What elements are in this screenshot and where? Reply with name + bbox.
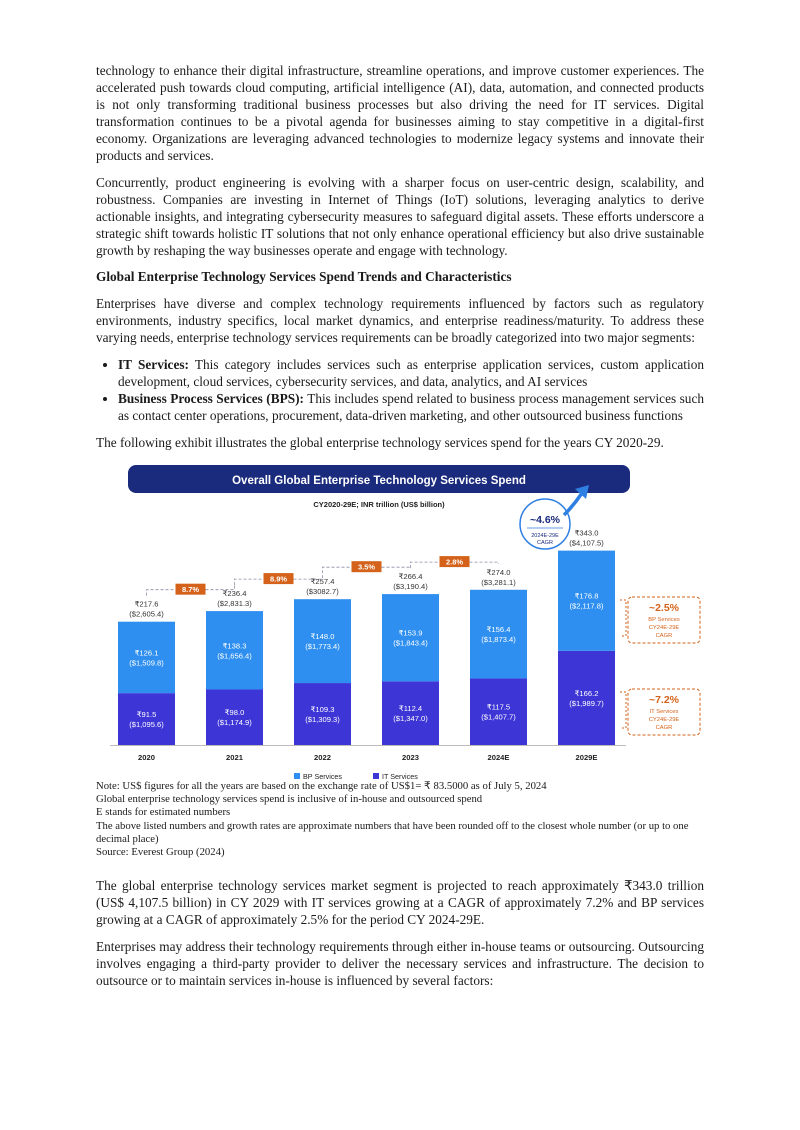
- category-label: 2029E: [575, 753, 598, 762]
- exhibit-chart: [96, 461, 704, 786]
- data-label: ₹112.4: [398, 704, 423, 714]
- data-label: ₹138.3: [222, 641, 247, 651]
- growth-badge-label: 3.5%: [357, 562, 376, 572]
- total-label: ₹257.4: [310, 577, 335, 587]
- total-label: ($4,107.5): [569, 538, 604, 548]
- data-label: ₹117.5: [486, 702, 511, 712]
- data-label: ₹153.9: [398, 628, 423, 638]
- legend-swatch-it: [373, 773, 379, 779]
- exhibit-intro: The following exhibit illustrates the global enterprise technology services spend for the years CY 2020-29.: [96, 435, 664, 450]
- paragraph: Concurrently, product engineering is evolving with a sharper focus on user-centric design, scalability, and robustness. Companies are investing in Internet of Things (IoT) solutions, leveraging analytics to derive actionable insights, and integrating cybersecurity measures to safeguard digital assets. These efforts underscore a strategic shift towards holistic IT solutions that not only enhance operational efficiency but also drive sustainable growth by reshaping the way businesses operate and engage with technology.: [96, 175, 704, 258]
- total-label: ₹274.0: [486, 567, 511, 577]
- chart-subtitle: CY2020-29E; INR trillion (US$ billion): [313, 500, 445, 509]
- cagr-label: CAGR: [537, 540, 553, 546]
- data-label: ($1,656.4): [217, 651, 252, 661]
- note-line: The above listed numbers and growth rates are approximate numbers that have been rounded off to the closest whole number (or up to one decimal place): [96, 819, 689, 845]
- it-cagr-bracket: [620, 692, 626, 728]
- bullet-list: [96, 356, 704, 424]
- data-label: ₹148.0: [310, 632, 335, 642]
- bullet-text: This category includes services such as enterprise application services, custom application development, cloud services, cybersecurity services, and data, analytics, and AI services: [118, 357, 704, 389]
- data-label: ($1,174.9): [217, 718, 252, 728]
- category-label: 2023: [402, 753, 419, 762]
- paragraph: Enterprises may address their technology requirements through either in-house teams or outsourcing. Outsourcing involves engaging a third-party provider to deliver the necessary services and infrastructure. The decision to outsource or to maintain services in-house is influenced by several factors:: [96, 939, 704, 989]
- data-label: ($1,509.8): [129, 658, 164, 668]
- chart-notes: [96, 780, 704, 859]
- bp-cagr-value: ~2.5%: [648, 602, 680, 614]
- data-label: ($1,873.4): [481, 635, 516, 645]
- it-cagr-value: ~7.2%: [648, 694, 680, 706]
- total-label: ($2,605.4): [129, 609, 164, 619]
- bp-cagr-line: BP Services: [648, 617, 680, 623]
- bullet-term: IT Services:: [118, 357, 189, 372]
- note-line: Global enterprise technology services spend is inclusive of in-house and outsourced spend: [96, 793, 483, 806]
- category-label: 2022: [314, 753, 331, 762]
- total-label: ₹217.6: [134, 599, 159, 609]
- section-heading: Global Enterprise Technology Services Spend Trends and Characteristics: [96, 269, 512, 284]
- data-label: ₹109.3: [310, 705, 335, 715]
- legend-label: IT Services: [382, 772, 418, 781]
- total-label: ₹236.4: [222, 589, 247, 599]
- total-label: ($3,190.4): [393, 582, 428, 592]
- bp-cagr-bracket: [620, 600, 626, 636]
- data-label: ($1,309.3): [305, 715, 340, 725]
- category-label: 2024E: [487, 753, 510, 762]
- bullet-item: [118, 356, 704, 390]
- data-label: ₹98.0: [224, 708, 245, 718]
- growth-badge-label: 8.9%: [269, 574, 288, 584]
- data-label: ($1,407.7): [481, 712, 516, 722]
- growth-badge-label: 8.7%: [181, 585, 200, 595]
- stacked-bar-chart: [96, 461, 704, 786]
- it-cagr-line: CAGR: [655, 725, 673, 731]
- total-label: ($3,281.1): [481, 577, 516, 587]
- trend-arrow-icon: [564, 493, 582, 515]
- data-label: ($1,347.0): [393, 714, 428, 724]
- paragraph: technology to enhance their digital infrastructure, streamline operations, and improve customer experiences. The accelerated push towards cloud computing, artificial intelligence (AI), data, automation, and connected products is not only transforming traditional business processes but also driving the need for IT services. Digital transformation continues to be a pivotal agenda for businesses aiming to stay competitive in a digital-first economy. Organizations are leveraging advanced technologies to modernize legacy systems and innovate their products and services.: [96, 63, 704, 163]
- document-page: [96, 62, 704, 999]
- data-label: ($1,989.7): [569, 698, 604, 708]
- total-label: ($3082.7): [306, 587, 339, 597]
- total-label: ₹266.4: [398, 572, 423, 582]
- bp-cagr-line: CY24E-29E: [648, 625, 680, 631]
- legend-swatch-bp: [294, 773, 300, 779]
- note-line: Note: US$ figures for all the years are based on the exchange rate of US$1= ₹ 83.5000 as of July 5, 2024: [96, 780, 547, 792]
- note-source: Source: Everest Group (2024): [96, 846, 225, 859]
- cagr-period: 2024E-29E: [531, 533, 559, 539]
- data-label: ₹166.2: [574, 688, 599, 698]
- note-line: E stands for estimated numbers: [96, 806, 231, 819]
- bullet-item: [118, 390, 704, 424]
- data-label: ($1,773.4): [305, 642, 340, 652]
- paragraph: Enterprises have diverse and complex technology requirements influenced by factors such as regulatory environments, industry specifics, local market dynamics, and enterprise readiness/maturity. To address these varying needs, enterprise technology services requirements can be broadly categorized into two major segments:: [96, 296, 704, 345]
- category-label: 2020: [138, 753, 155, 762]
- growth-badge-label: 2.8%: [445, 557, 464, 567]
- it-cagr-line: CY24E-29E: [648, 717, 680, 723]
- chart-title: Overall Global Enterprise Technology Services Spend: [232, 475, 526, 487]
- category-label: 2021: [226, 753, 243, 762]
- data-label: ₹126.1: [134, 648, 159, 658]
- it-cagr-line: IT Services: [649, 709, 679, 715]
- data-label: ₹91.5: [136, 710, 157, 720]
- data-label: ($1,095.6): [129, 720, 164, 730]
- paragraph: The global enterprise technology services market segment is projected to reach approximately ₹343.0 trillion (US$ 4,107.5 billion) in CY 2029 with IT services growing at a CAGR of approximately 7.2% and BP services growing at a CAGR of approximately 2.5% for the period CY 2024-29E.: [96, 878, 704, 928]
- data-label: ₹176.8: [574, 591, 599, 601]
- total-label: ($2,831.3): [217, 599, 252, 609]
- bp-cagr-line: CAGR: [655, 633, 673, 639]
- total-label: ₹343.0: [574, 528, 599, 538]
- data-label: ₹156.4: [486, 625, 511, 635]
- cagr-value: ~4.6%: [529, 514, 561, 526]
- data-label: ($2,117.8): [569, 601, 604, 611]
- bullet-term: Business Process Services (BPS):: [118, 391, 304, 406]
- legend-label: BP Services: [303, 772, 343, 781]
- bullet-text: This includes spend related to business process management services such as contact center operations, procurement, data-driven marketing, and other outsourced business functions: [118, 391, 704, 423]
- data-label: ($1,843.4): [393, 638, 428, 648]
